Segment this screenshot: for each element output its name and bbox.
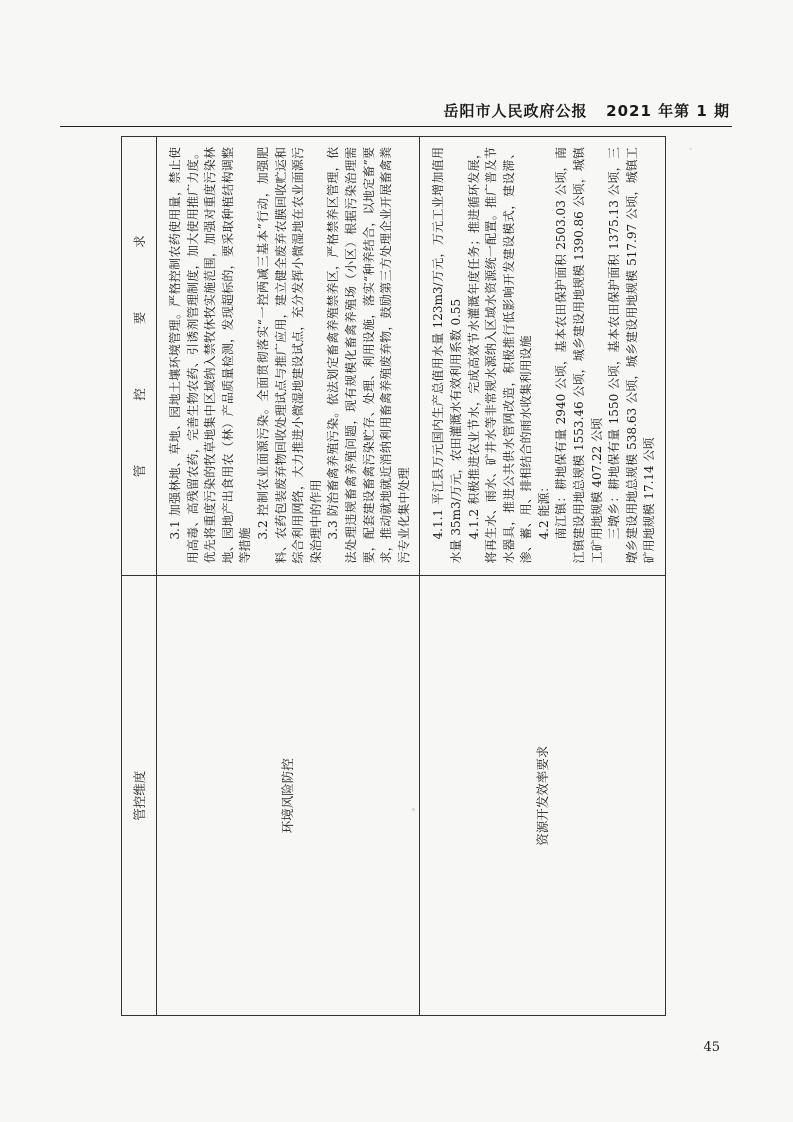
requirement-paragraph: 4.2 能源： <box>536 480 551 540</box>
row-dimension-env-risk: 环境风险防控 <box>157 576 420 1016</box>
requirement-paragraph: 南江镇：耕地保有量 2940 公顷，基本农田保护面积 2503.03 公顷，南江镇建设用地总规模 1553.46 公顷，城乡建设用地规模 1390.86 公顷，城镇工矿用地规模 407.22 公顷 <box>554 147 604 564</box>
col-header-dimension: 管控维度 <box>122 576 157 1016</box>
scan-speck <box>412 808 415 811</box>
requirement-paragraph: 三墩乡：耕地保有量 1550 公顷，基本农田保护面积 1375.13 公顷，三墩乡建设用地总规模 538.63 公顷，城乡建设用地规模 517.97 公顷，城镇工矿用地规模 17.14 公顷 <box>607 147 657 564</box>
row-requirements-resource <box>420 137 666 577</box>
requirement-paragraph: 4.1.1 平江县万元国内生产总值用水量 123m3/万元，万元工业增加值用水量 35m3/万元，农田灌溉水有效利用系数 0.55 <box>431 147 463 564</box>
row-dimension-resource: 资源开发效率要求 <box>420 576 666 1016</box>
requirement-paragraph: 4.1.2 积极推进农业节水，完成高效节水灌溉年度任务；推进循环发展，将再生水、雨水、矿井水等非常规水源纳入区域水资源统一配置。推广普及节水器具，推进公共供水管网改造，积极推行低影响开发建设模式，建设滞、渗、蓄、用、排相结合的雨水收集利用设施 <box>466 147 534 564</box>
page-number: 45 <box>703 1040 720 1055</box>
requirement-paragraph: 3.1 加强林地、草地、园地土壤环境管理。严格控制农药使用量，禁止使用高毒、高残留农药，完善生物农药、引诱剂管理制度，加大使用推广力度。优先将重度污染的牧草地集中区域纳入禁牧休牧实施范围，加强对重度污染林地、园地产出食用农（林）产品质量检测，发现超标的，要采取种植结构调整等措施 <box>168 147 253 564</box>
requirement-paragraph: 3.2 控制农业面源污染。全面贯彻落实“一控两减三基本”行动，加强肥料、农药包装废弃物回收处理试点与推广应用，建立健全废弃农膜回收贮运和综合利用网络，大力推进小微湿地建设试点，充分发挥小微湿地在农业面源污染治理中的作用 <box>255 147 323 564</box>
requirement-paragraph: 3.3 防治畜禽养殖污染。依法划定畜禽养殖禁养区，严格禁养区管理，依法处理违规畜禽养殖问题，现有规模化畜禽养殖场（小区）根据污染治理需要，配套建设畜禽污染贮存、处理、利用设施，落实“种养结合，以地定畜”要求，推动就地就近消纳利用畜禽养殖废弃物，鼓励第三方处理企业开展畜禽粪污专业化集中处理 <box>326 147 411 564</box>
row-requirements-env-risk <box>157 137 420 577</box>
scan-speck <box>690 148 692 150</box>
table-row <box>420 137 666 1016</box>
header-rule <box>60 126 732 127</box>
control-requirements-table <box>121 136 666 1016</box>
table-header-row <box>122 137 157 1016</box>
header-issue: 2021 年第 1 期 <box>606 102 730 120</box>
rotated-table-container <box>121 136 657 1016</box>
table-row <box>157 137 420 1016</box>
col-header-requirements: 管控要求 <box>122 137 157 577</box>
running-header <box>430 100 730 124</box>
header-title: 岳阳市人民政府公报 <box>443 102 588 120</box>
